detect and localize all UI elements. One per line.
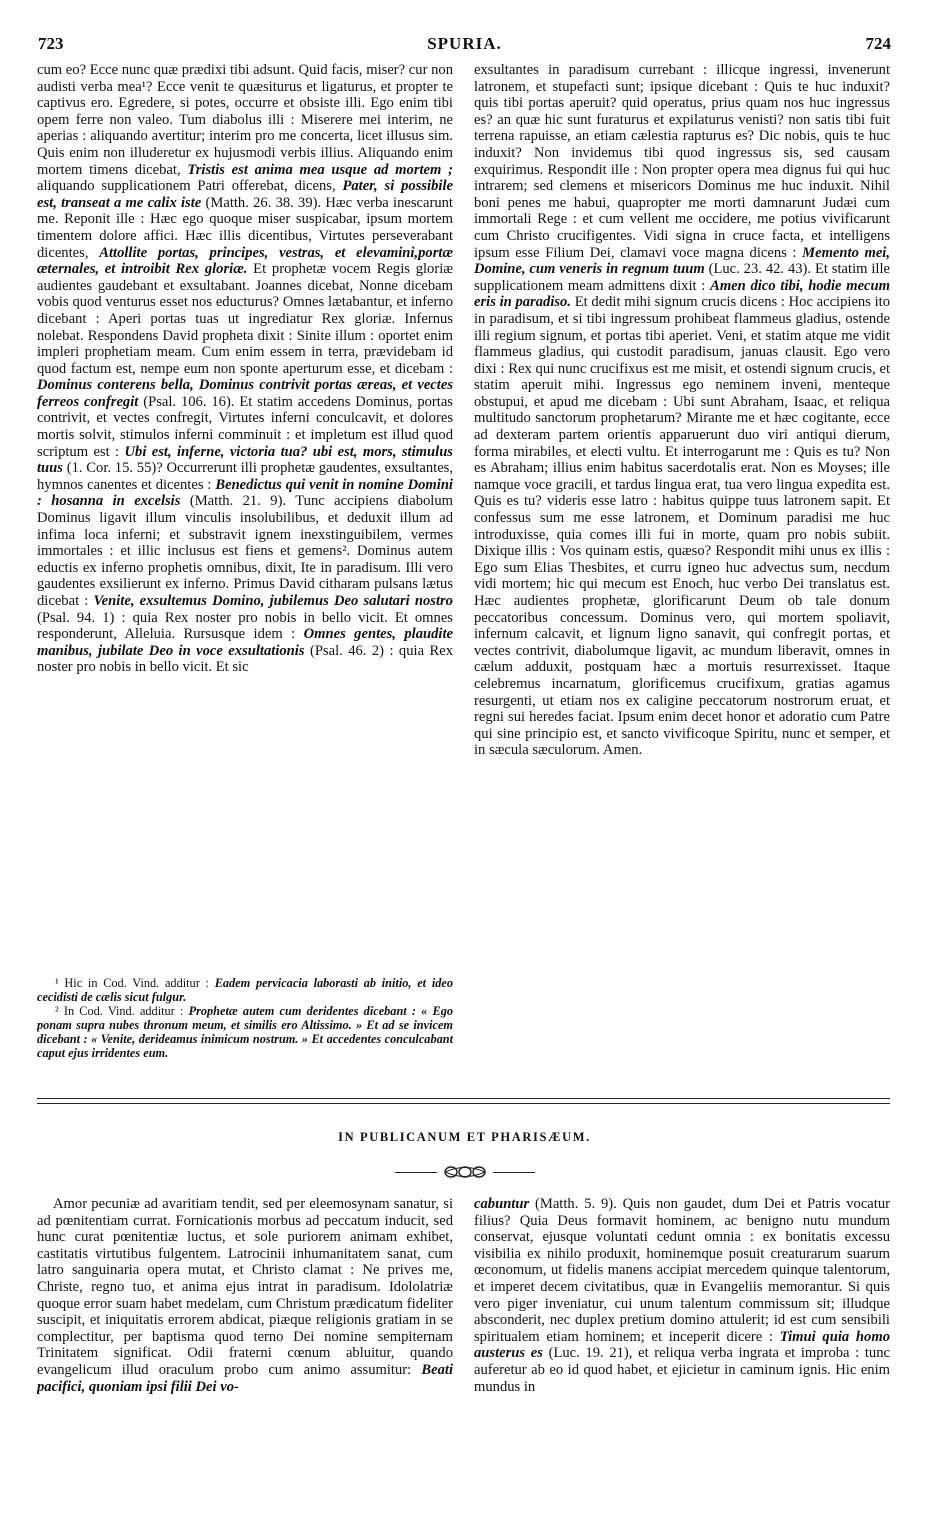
scripture-quote: Attollite portas, principes, vestras, et elevamini,portæ æternales, et introibit Rex gloriæ.	[37, 244, 453, 278]
footnotes	[37, 976, 453, 1090]
text-run: aliquando supplicationem Patri offerebat, dicens,	[37, 178, 343, 195]
ornament-line-right	[493, 1172, 535, 1173]
page-number-left: 723	[38, 34, 64, 53]
scripture-quote: Amen dico tibi, hodie mecum eris in paradiso.	[474, 277, 890, 311]
scripture-quote: Tristis est anima mea usque ad mortem ;	[187, 161, 453, 178]
column-right-upper	[474, 62, 890, 1092]
column-right-lower	[474, 1196, 890, 1496]
section-title: IN PUBLICANUM ET PHARISÆUM.	[338, 1130, 591, 1144]
scripture-quote: Timui quia homo austerus es	[474, 1328, 890, 1362]
text-run: (Luc. 19. 21), et reliqua verba ingrata et improba : tunc auferetur ab eo id quod habet, et ejicietur in caminum ignis. Hic enim mundus in	[474, 1345, 890, 1395]
ornament-knot-icon	[443, 1165, 487, 1179]
page-number-right: 724	[865, 34, 891, 53]
section-divider	[37, 1098, 890, 1099]
column-left-upper	[37, 62, 453, 974]
scripture-quote: Pater, si possibile est, transeat a me calix iste	[37, 178, 453, 211]
footnote-2	[37, 1004, 453, 1060]
footnote-lead: ² In Cod. Vind. additur :	[55, 1004, 189, 1018]
text-run: cum eo? Ecce nunc quæ prædixi tibi adsunt. Quid facis, miser? cur non audisti verba mea¹? Ecce venit te quæsiturus et ligaturus, et propter te captivus ero. Egredere, si potes, occurre et obsiste illi. Ego enim tibi opem ferre non valeo. Tum diabolus illi : Miserere mei interim, ne aperias : aliquando avertitur; interim pro me concerta, licet illusus sim. Quis enim non illuderetur ex hujusmodi verbis illius. Aliquando enim mortem timens dicebat,	[37, 62, 453, 178]
page-header	[38, 34, 891, 58]
scripture-quote: cabuntur	[474, 1196, 530, 1212]
footnote-quote: Eadem pervicacia laborasti ab initio, et ideo cecidisti de cælis sicut fulgur.	[37, 976, 453, 1004]
text-run: Et prophetæ vocem Regis gloriæ audientes gaudebant et exsultabant. Joannes dicebat, Nonne dicebam vobis quod venturus esset nos educturus? Omnes lætabantur, et inferno dicebant : Aperi portas tuas ut ingrediatur Rex gloriæ. Infernus nolebat. Respondens David propheta dixit : Sinite illum : oportet enim impleri prophetiam meam. Cum enim essem in terra, prævidebam id quod factum est, nempe eum non sponte aperturum esse, et dicebam :	[37, 261, 453, 377]
scripture-quote: Memento mei, Domine, cum veneris in regnum tuum	[474, 244, 890, 278]
scripture-quote: Ubi est, inferne, victoria tua? ubi est, mors, stimulus tuus	[37, 443, 453, 477]
text-run: (1. Cor. 15. 55)? Occurrerunt illi prophetæ gaudentes, exsultantes, hymnos canentes et dicentes :	[37, 460, 453, 493]
footnote-1	[37, 976, 453, 1004]
running-title: SPURIA.	[427, 34, 502, 53]
text-run: (Luc. 23. 42. 43). Et statim ille supplicationem meam admittens dixit :	[474, 261, 890, 294]
paragraph	[37, 62, 453, 676]
paragraph	[474, 62, 890, 759]
scripture-quote: Omnes gentes, plaudite manibus, jubilate Deo in voce exsultationis	[37, 626, 453, 659]
text-run: (Psal. 46. 2) : quia Rex noster pro nobis in bello vicit. Et sic	[37, 642, 453, 676]
text-run: exsultantes in paradisum currebant : illicque ingressi, invenerunt latronem, et stupefacti sunt; ipsique dicebant : Quis te huc induxit? quis tibi portas aperuit? quid operatus, prius quam nos huc ingressus es? an quæ hic sunt furaturus et expilaturus venisti? non satis tibi fuit terrena rapuisse, an etiam cælestia rapturus es? Dic nobis, quis te huc induxit? Non invidemus tibi quod ingressus sis, sed causam exquirimus. Respondit ille : Non propter opera mea dignus fui qui huc intrarem; sed clemens et misericors Dominus me huc induxit. Nihil boni penes me habui, quapropter me morti damnarunt Judæi cum immortali Rege : et cum vellent me occidere, me potius vivificarunt cum Christo crucifigentes. Vidi signa in cruce facta, et intelligens ipsum esse Filium Dei, clamavi voce magna dicens :	[474, 62, 890, 261]
scripture-quote: Beati pacifici, quoniam ipsi filii Dei vo-	[37, 1361, 453, 1395]
ornament-line-left	[395, 1172, 437, 1173]
text-run: Amor pecuniæ ad avaritiam tendit, sed per eleemosynam sanatur, si ad pœnitentiam currat. Fornicationis morbus ad peccatum inducit, sed hunc curat pœnitentiæ luctus, et sole puriorem animam exhibet, castitatis virtutibus fulgentem. Latrocinii inhumanitatem sanat, cum latro sanguinaria opera mutat, et Christo clamat : Ne prives me, Christe, regno tuo, et anima ejus intrat in paradisum. Idololatriæ quoque error suam habet medelam, cum Christum prædicatum fideliter suscipit, et iniquitatis errorem abdicat, piæque religionis gratiam in se complectitur, per baptisma quod terno Dei nomine sempiternam Trinitatem significat. Odii fraterni cœnum abluitur, quando evangelicum illud oraculum probo cum animo assumitur:	[37, 1196, 453, 1378]
scripture-quote: Benedictus qui venit in nomine Domini : hosanna in excelsis	[37, 476, 453, 510]
scripture-quote: Dominus conterens bella, Dominus contrivit portas æreas, et vectes ferreos confregit	[37, 377, 453, 410]
scripture-quote: Venite, exsultemus Domino, jubilemus Deo salutari nostro	[93, 593, 453, 609]
text-run: Et dedit mihi signum crucis dicens : Hoc accipiens ito in paradisum, et si tibi ingressum prohibeat flammeus gladius, ostende illi regium signum, et portas tibi aperiet. Veni, et statim atque me vidit flammeus gladius, qui custodit paradisum, januas clausit. Ego vero dixi : Rex qui nunc crucifixus est me misit, et ostendi signum crucis, et statim aperuit mihi. Ingressus ego neminem inveni, menteque obstupui, et apud me dicebam : Ubi sunt Abraham, Isaac, et reliqua multitudo sanctorum prophetarum? Mirante me et hæc cogitante, ecce ad dexteram partem orientis apparuerunt duo viri antiqui dierum, forma mirabiles, et electi vultu. Et interrogarunt me : Quis es tu? Non es Abraham; illius enim habitus sacerdotalis erat. Non es Moyses; ille namque voce gracili, et tardus lingua erat, tua vero lingua expedita est. Quis es tu? videris esse latro : habitus quippe tuus latronem sapit. Et confessus sum me esse latronem, et Dominum paradisi me huc introduxisse, quia comes illi fui in morte, quam pro nobis subiit. Dixique illis : Vos quinam estis, quæso? Respondit mihi unus ex illis : Ego sum Elias Thesbites, et curru igneo huc advectus sum, necdum vidi mortem; hic qui mecum est Enoch, huc verbo Dei translatus est. Hæc audientes prophetæ, glorificarunt Deum ob tale donum peccatoribus concessum. Dominus vero, qui mortem spoliavit, infernum calcavit, et lignum ligno sanavit, qui confregit portas, et vectes contrivit, diabolumque ligavit, ac mundum liberavit, omnes in cælum adduxit, postquam hæc a mortuis resurrexisset. Itaque celebremus incarnatum, glorificemus crucifixum, gratias agamus resurgenti, ut etiam nos ex caligine peccatorum nostrorum eruat, et regni sui heredes faciat. Ipsum enim decet honor et adoratio cum Patre qui sine principio est, et sancto vivificoque Spiritu, nunc et semper, et in sæcula sæculorum. Amen.	[474, 294, 890, 759]
paragraph	[474, 1196, 890, 1395]
section-divider-thin	[37, 1103, 890, 1104]
text-run: (Psal. 106. 16). Et statim accedens Dominus, portas contrivit, et vectes confregit, Virtutes inferni conculcavit, et dolores mortis solvit, stimulos inferni comminuit : et impletum est illud quod scriptum est :	[37, 393, 453, 460]
text-run: (Psal. 94. 1) : quia Rex noster pro nobis in bello vicit. Et omnes responderunt, Alleluia. Rursusque idem :	[37, 609, 453, 643]
text-run: (Matth. 5. 9). Quis non gaudet, dum Dei et Patris vocatur filius? Quia Deus formavit hominem, ac benigno nutu mundum conservat, ejusque voluntati cedunt omnia : ex bonitatis excessu visibilia ex nihilo produxit, hominemque posuit creaturarum suarum œconomum, ut fidelis manens accipiat mercedem quinque talentorum, et imperet decem civitatibus, quæ in Evangeliis memorantur. Si quis vero piger inveniatur, cui unum talentum commissum sit; illudque absconderit, nec duplex pretium domino attulerit; id est cum sensibili spiritualem etiam hominem; et inceperit dicere :	[474, 1196, 890, 1345]
text-run: (Matth. 21. 9). Tunc accipiens diabolum Dominus ligavit illum vinculis insolubilibus, et deduxit illum ad infima loca inferni; et substravit ignem inexstinguibilem, vermes immortales : et illic inclusus est fiens et gemens². Dominus autem eductis ex inferno prophetis omnibus, dixit, Ite in paradisum. Illi vero gaudentes exsilierunt ex inferno. Primus David citharam pulsans lætus dicebat :	[37, 493, 453, 609]
footnote-quote: Prophetæ autem cum deridentes dicebant : « Ego ponam supra nubes thronum meum, et similis ero Altissimo. » Et ad se invicem dicebant : « Venite, derideamus inimicum nostrum. » Et accedentes conculcabant caput ejus irridentes eum.	[37, 1004, 453, 1060]
ornament-divider	[395, 1165, 535, 1179]
paragraph	[37, 1196, 453, 1395]
column-left-lower	[37, 1196, 453, 1496]
footnote-lead: ¹ Hic in Cod. Vind. additur :	[55, 976, 215, 990]
text-run: (Matth. 26. 38. 39). Hæc verba inescarunt me. Reponit ille : Hæc ego quoque miser suspicabar, ipsum mortem timentem dolore affici. Hæc illis dicentibus, Virtutes perseverabant dicentes,	[37, 194, 453, 261]
